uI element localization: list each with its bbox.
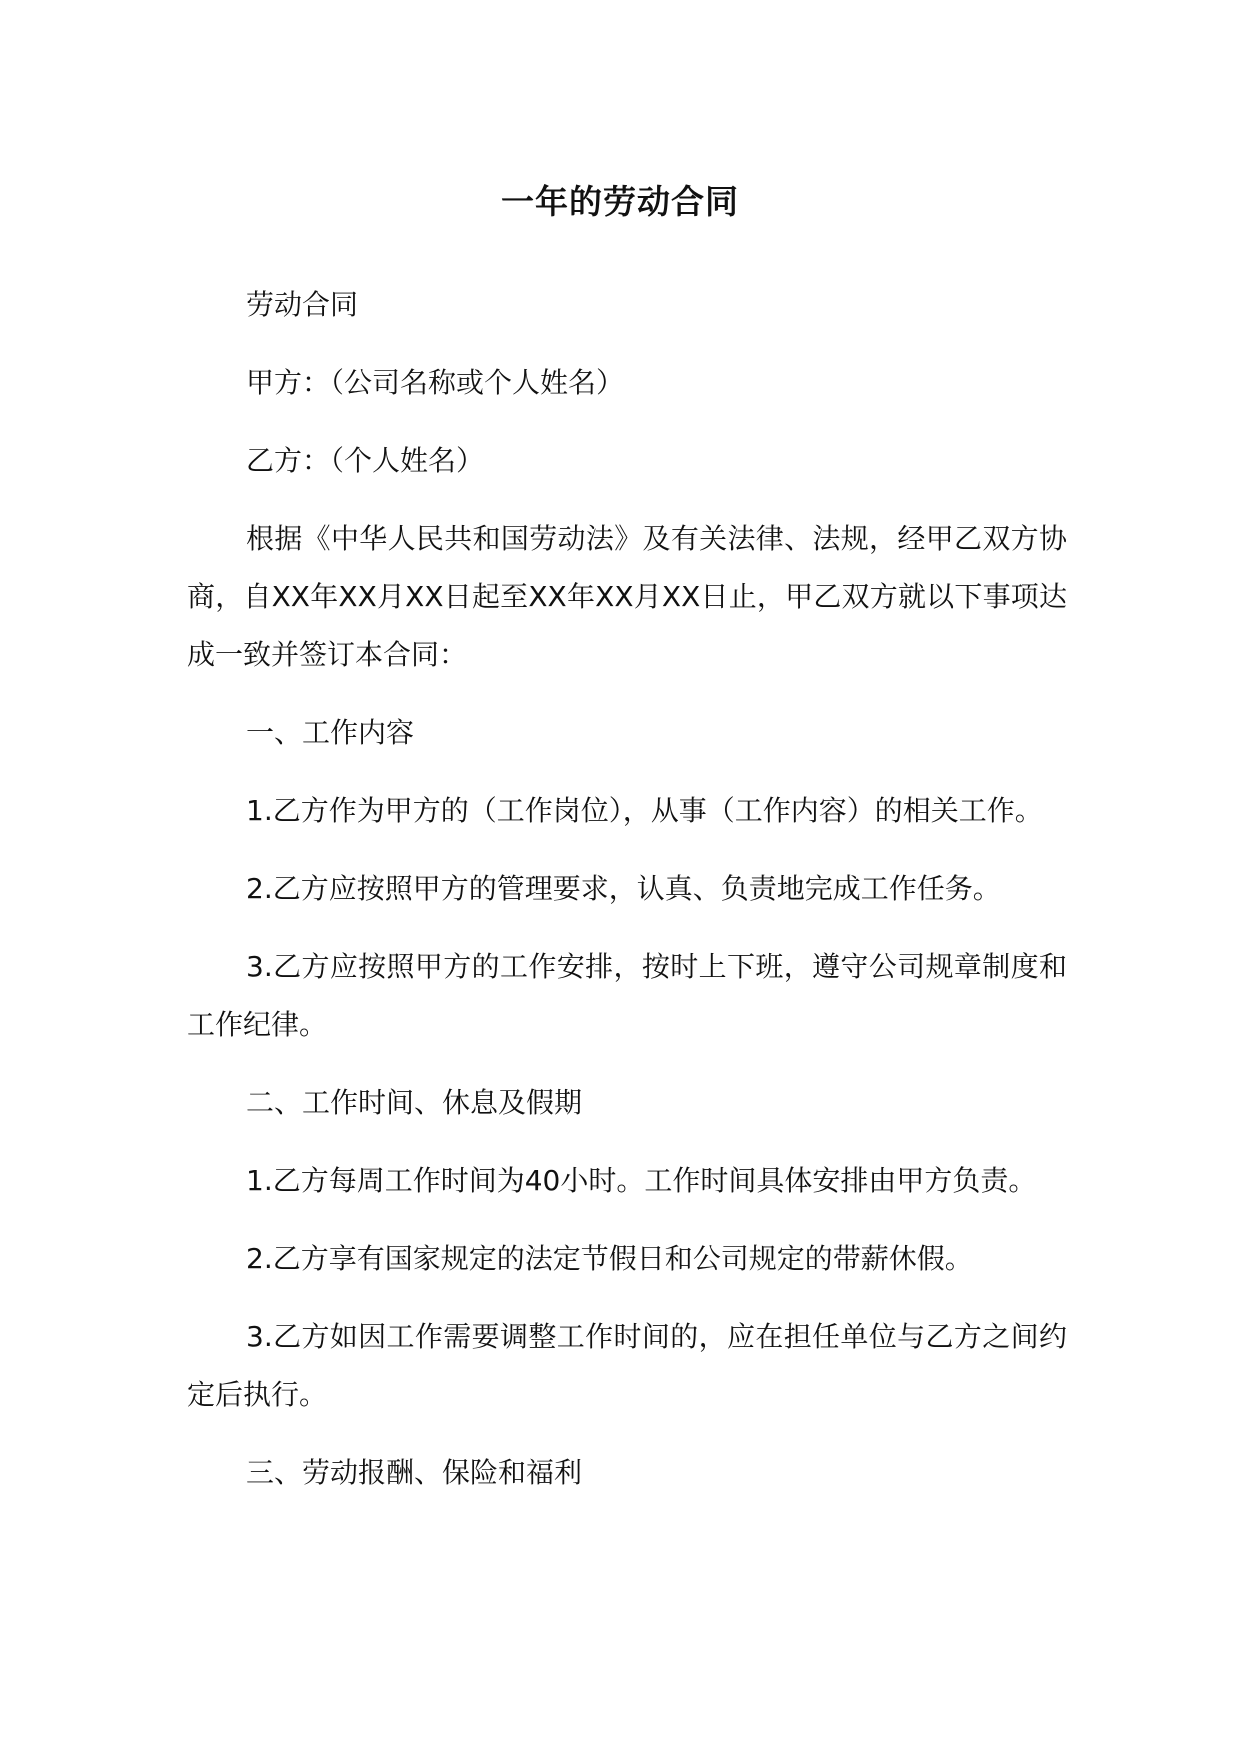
paragraph-work-time-3: 3.乙方如因工作需要调整工作时间的，应在担任单位与乙方之间约定后执行。: [187, 1320, 1067, 1411]
section-heading-work-content: 一、工作内容: [246, 716, 415, 749]
paragraph-work-content-3: 3.乙方应按照甲方的工作安排，按时上下班，遵守公司规章制度和工作纪律。: [187, 950, 1067, 1041]
paragraph-party-b: 乙方：（个人姓名）: [246, 444, 485, 477]
document-title: 一年的劳动合同: [501, 182, 739, 221]
section-heading-work-time: 二、工作时间、休息及假期: [246, 1086, 583, 1119]
paragraph-party-a: 甲方：（公司名称或个人姓名）: [246, 366, 625, 399]
paragraph-work-time-1: 1.乙方每周工作时间为40小时。工作时间具体安排由甲方负责。: [246, 1164, 1037, 1197]
section-heading-compensation: 三、劳动报酬、保险和福利: [246, 1456, 583, 1489]
paragraph-work-content-2: 2.乙方应按照甲方的管理要求，认真、负责地完成工作任务。: [246, 872, 1001, 905]
paragraph-work-content-1: 1.乙方作为甲方的（工作岗位），从事（工作内容）的相关工作。: [246, 794, 1043, 827]
paragraph-work-time-2: 2.乙方享有国家规定的法定节假日和公司规定的带薪休假。: [246, 1242, 973, 1275]
paragraph-contract-label: 劳动合同: [246, 288, 359, 321]
paragraph-preamble: 根据《中华人民共和国劳动法》及有关法律、法规，经甲乙双方协商，自XX年XX月XX日起至XX年XX月XX日止，甲乙双方就以下事项达成一致并签订本合同：: [187, 522, 1067, 671]
document-body: [187, 276, 1067, 1522]
